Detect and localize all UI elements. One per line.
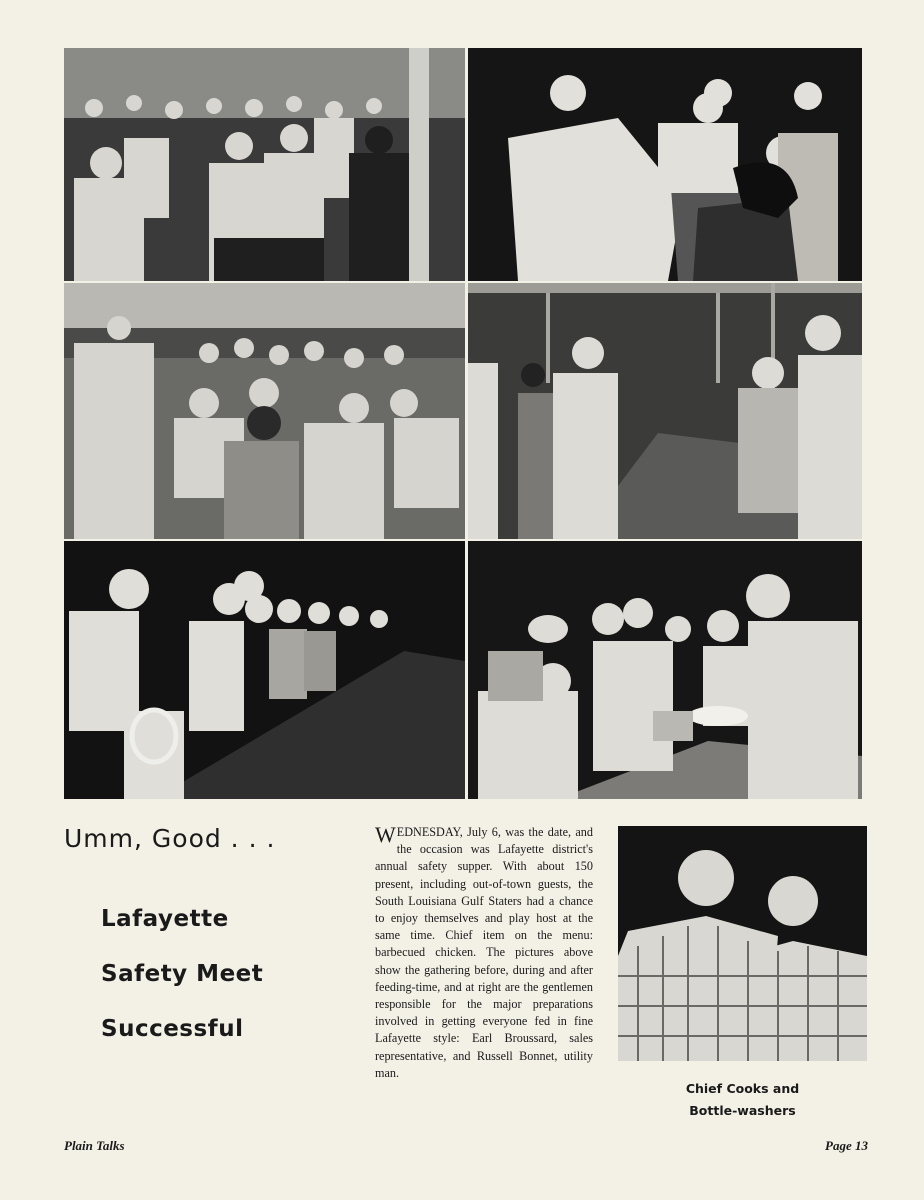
photo-cooks-serving xyxy=(468,541,862,799)
photo-seated-crowd xyxy=(64,283,465,539)
photo-caption xyxy=(618,1078,867,1122)
photo-chief-cooks xyxy=(618,826,867,1061)
photo-group-talking xyxy=(468,48,862,281)
footer-page-number: Page 13 xyxy=(825,1138,868,1153)
headline-line-3: Successful xyxy=(101,1016,244,1042)
article-body xyxy=(375,824,593,1082)
caption-line-1: Chief Cooks and xyxy=(685,1081,800,1096)
footer-publication: Plain Talks xyxy=(64,1138,125,1153)
article-dropcap: W xyxy=(375,822,396,847)
caption-line-2: Bottle-washers xyxy=(689,1103,796,1118)
photo-crowd-outdoors xyxy=(64,48,465,281)
article-subhead: Umm, Good . . . xyxy=(64,824,276,853)
photo-diners-table xyxy=(64,541,465,799)
photo-serving-table xyxy=(468,283,862,539)
headline-line-2: Safety Meet xyxy=(101,961,264,987)
headline-line-1: Lafayette xyxy=(101,906,229,932)
article-body-text: EDNESDAY, July 6, was the date, and the occasion was Lafayette district's annual safety supper. With about 150 present, including out-of-town guests, the South Louisiana Gulf Staters had a chance to enjoy themselves and play host at the same time. Chief item on the menu: barbecued chicken. The pictures above show the gathering before, during and after feeding-time, and at right are the gentlemen responsible for the major preparations involved in getting everyone fed in fine Lafayette style: Earl Broussard, sales representative, and Russell Bonnet, utility man. xyxy=(375,825,593,1080)
